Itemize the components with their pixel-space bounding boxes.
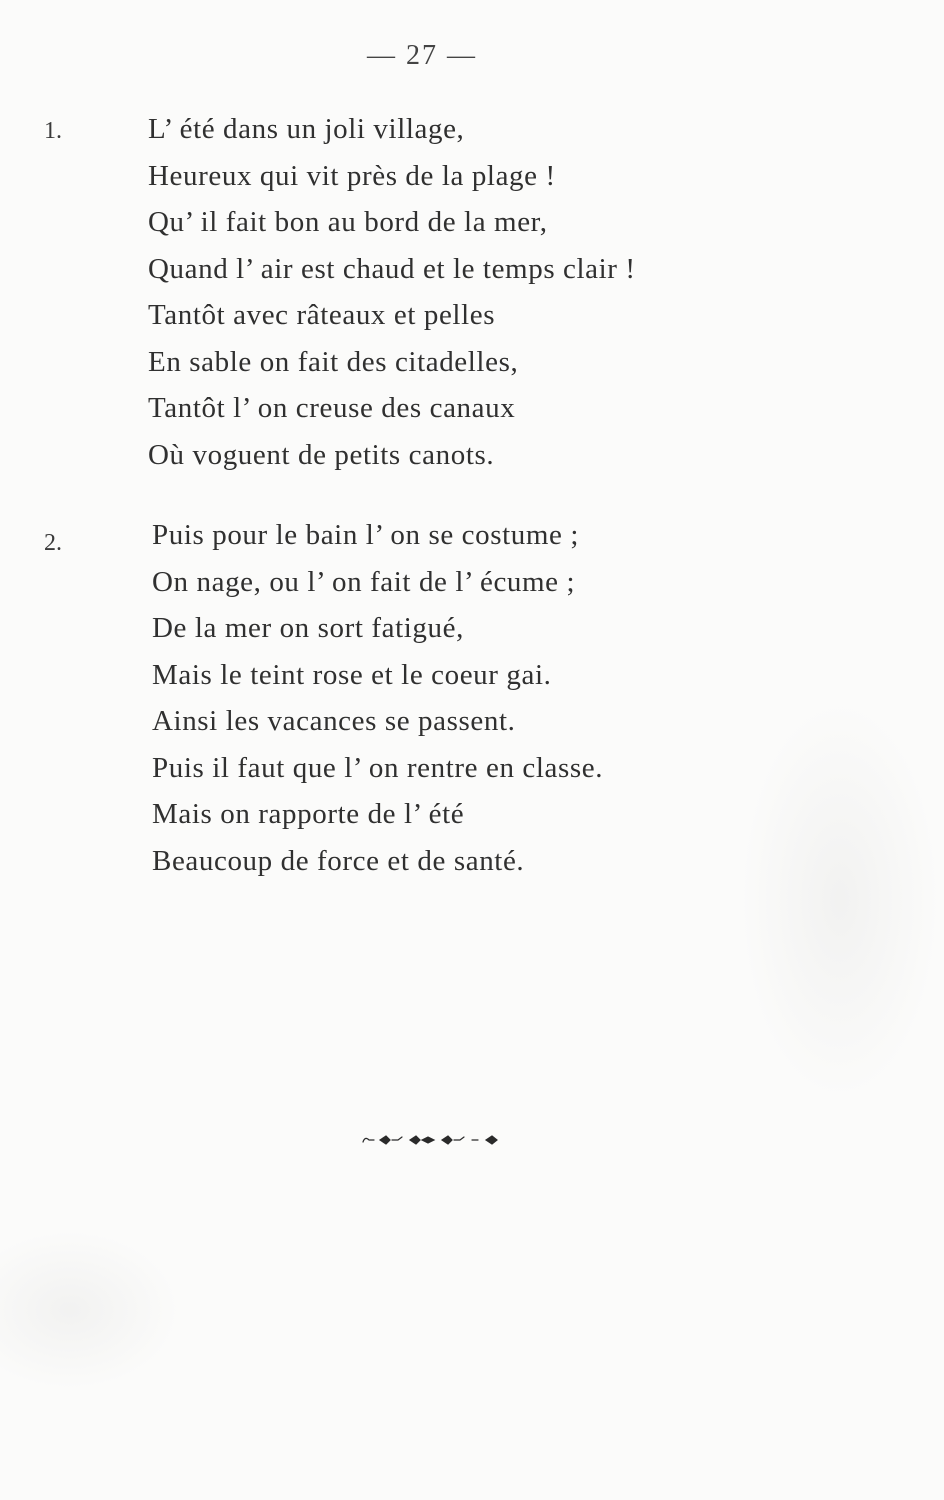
verse-line: Ainsi les vacances se passent.: [152, 705, 516, 737]
page-number: — 27 —: [367, 40, 477, 71]
verse-line: Puis pour le bain l’ on se costume ;: [152, 519, 580, 551]
verse-line: Où voguent de petits canots.: [148, 438, 495, 471]
stanza-1: [148, 106, 636, 478]
verse-line: On nage, ou l’ on fait de l’ écume ;: [152, 565, 576, 598]
verse-line: L’ été dans un joli village,: [148, 113, 465, 145]
verse-line: Puis il faut que l’ on rentre en classe.: [152, 751, 604, 784]
verse-line: Heureux qui vit près de la plage !: [148, 159, 556, 192]
verse-line: Qu’ il fait bon au bord de la mer,: [148, 206, 548, 238]
verse-line: Tantôt l’ on creuse des canaux: [148, 392, 516, 424]
verse-line: Mais le teint rose et le coeur gai.: [152, 658, 552, 691]
fleuron-divider-icon: [360, 1128, 505, 1148]
paper-show-through: [740, 700, 940, 1100]
verse-line: Mais on rapporte de l’ été: [152, 798, 465, 830]
paper-stain: [0, 1230, 180, 1390]
verse-line: En sable on fait des citadelles,: [148, 345, 519, 378]
verse-line: Tantôt avec râteaux et pelles: [148, 299, 496, 331]
verse-line: Beaucoup de force et de santé.: [152, 844, 525, 877]
stanza-number: 1.: [44, 118, 62, 144]
stanza-2: [152, 512, 603, 884]
stanza-number: 2.: [44, 530, 62, 556]
verse-line: De la mer on sort fatigué,: [152, 612, 464, 644]
verse-line: Quand l’ air est chaud et le temps clair !: [148, 252, 636, 285]
